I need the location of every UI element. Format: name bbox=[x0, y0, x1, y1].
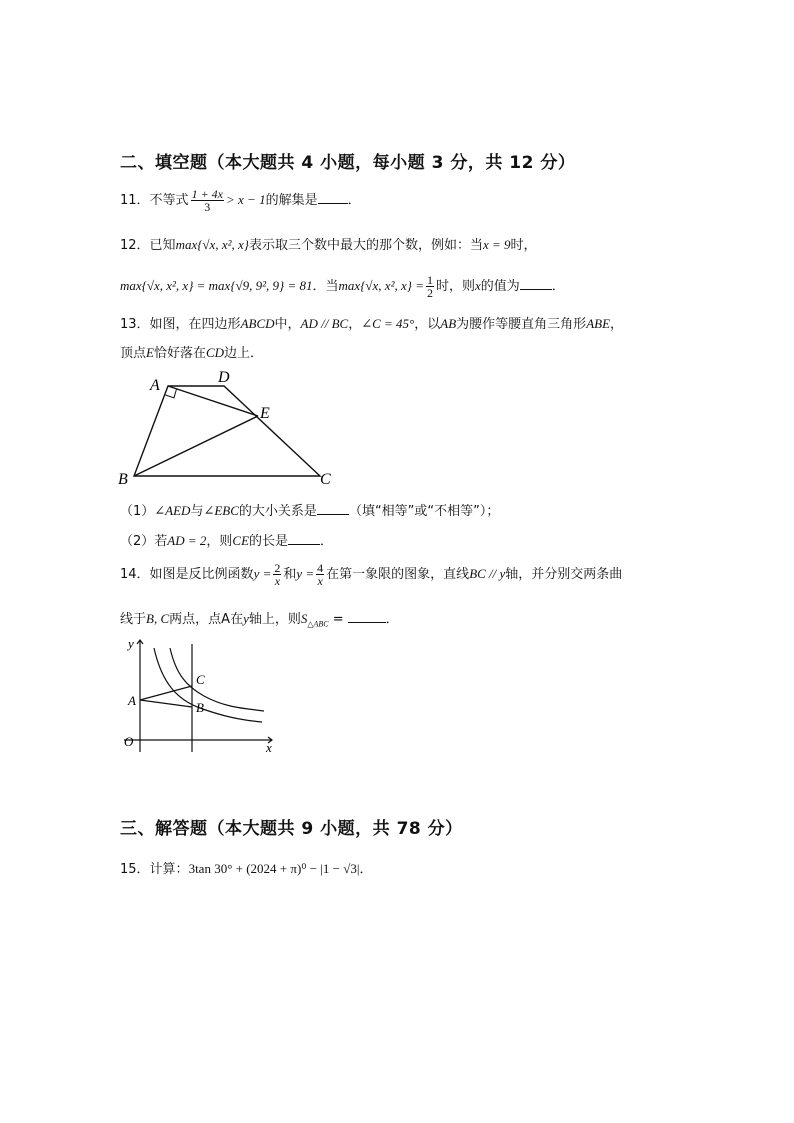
question-number: 12． bbox=[120, 238, 150, 253]
angle-ebc: ∠EBC bbox=[203, 503, 239, 518]
question-text: （填“相等”或“不相等”）； bbox=[348, 504, 500, 519]
question-text: ， bbox=[610, 317, 624, 332]
label-a: A bbox=[128, 693, 136, 708]
label-b: B bbox=[118, 471, 128, 488]
hyperbola-figure bbox=[120, 634, 280, 754]
question-13-sub-1 bbox=[120, 500, 499, 519]
angle-aed: ∠AED bbox=[154, 503, 191, 518]
period: ． bbox=[385, 612, 399, 627]
question-15 bbox=[120, 858, 373, 877]
question-number: 14． bbox=[120, 567, 150, 582]
question-text: ， bbox=[348, 317, 362, 332]
label-a: A bbox=[150, 377, 160, 394]
function-lhs: y = bbox=[296, 566, 315, 581]
question-text: 顶点 bbox=[120, 346, 147, 361]
point-names: B, C bbox=[146, 611, 170, 626]
label-y: y bbox=[128, 636, 134, 651]
question-text: 线于 bbox=[120, 612, 147, 627]
fraction-numerator: 4 bbox=[317, 561, 324, 575]
question-text: 边上． bbox=[224, 346, 264, 361]
period: ． bbox=[347, 193, 361, 208]
parallel-condition: AD // BC bbox=[300, 316, 349, 331]
question-text: 在 bbox=[230, 612, 244, 627]
label-e: E bbox=[260, 405, 270, 422]
area-symbol: S bbox=[300, 611, 308, 626]
question-13-line-2 bbox=[120, 342, 263, 361]
label-o: O bbox=[124, 734, 134, 749]
segment-name: CE bbox=[232, 533, 250, 548]
variable: x bbox=[474, 278, 481, 293]
answer-blank[interactable] bbox=[317, 502, 349, 515]
question-number: 13． bbox=[120, 317, 150, 332]
question-text: 的值为 bbox=[480, 279, 520, 294]
inequality-rhs: > x − 1 bbox=[226, 192, 266, 207]
question-text: 轴，并分别交两条曲 bbox=[505, 567, 623, 582]
question-text: 和 bbox=[283, 567, 297, 582]
label-x: x bbox=[266, 740, 272, 754]
question-text: 已知 bbox=[149, 238, 176, 253]
fraction bbox=[426, 274, 434, 299]
curve-y-2-over-x bbox=[154, 648, 262, 722]
section-2-heading: 二、填空题（本大题共 4 小题，每小题 3 分，共 12 分） bbox=[120, 153, 576, 173]
period: ． bbox=[359, 862, 373, 877]
question-text: ，则 bbox=[206, 534, 233, 549]
question-text: 轴上，则 bbox=[248, 612, 301, 627]
sub-number: （1） bbox=[120, 504, 155, 519]
function-lhs: y = bbox=[253, 566, 272, 581]
fraction bbox=[191, 188, 224, 213]
fraction-numerator: 2 bbox=[274, 561, 281, 575]
area-subscript: △ABC bbox=[307, 619, 329, 629]
segment-ab bbox=[140, 700, 192, 707]
question-12-line-1 bbox=[120, 234, 537, 253]
question-14-line-1 bbox=[120, 562, 622, 587]
segment-ac bbox=[140, 686, 192, 700]
question-13-line-1 bbox=[120, 313, 623, 332]
right-angle-mark bbox=[166, 389, 177, 398]
label-c: C bbox=[196, 672, 205, 687]
question-text: 如图，在四边形 bbox=[149, 317, 241, 332]
segment-name: CD bbox=[205, 345, 225, 360]
question-text: 的解集是 bbox=[265, 193, 318, 208]
axis-name: y bbox=[243, 611, 249, 626]
question-text: ．当 bbox=[312, 279, 339, 294]
answer-blank[interactable] bbox=[318, 191, 348, 204]
max-expression: max{√x, x², x} = bbox=[338, 278, 424, 293]
period: ． bbox=[320, 534, 334, 549]
question-12-line-2 bbox=[120, 274, 565, 299]
answer-blank[interactable] bbox=[288, 532, 320, 545]
question-text: 表示取三个数中最大的那个数，例如：当 bbox=[248, 238, 483, 253]
question-14-line-2 bbox=[120, 608, 399, 629]
question-number: 11． bbox=[120, 193, 150, 208]
parallel-condition: BC // y bbox=[469, 566, 506, 581]
question-text: 为腰作等腰直角三角形 bbox=[456, 317, 587, 332]
question-11 bbox=[120, 188, 361, 213]
segment-ae bbox=[168, 386, 258, 416]
max-expression: max{√x, x², x} bbox=[175, 237, 249, 252]
question-text: 在第一象限的图象，直线 bbox=[326, 567, 470, 582]
label-b: B bbox=[196, 700, 204, 715]
quadrilateral-name: ABCD bbox=[240, 316, 275, 331]
point-name: A bbox=[221, 612, 231, 627]
question-text: 时， bbox=[510, 238, 537, 253]
question-text: 两点，点 bbox=[169, 612, 222, 627]
side-name: AB bbox=[440, 316, 457, 331]
triangle-name: ABE bbox=[586, 316, 611, 331]
question-text: 如图是反比例函数 bbox=[149, 567, 254, 582]
condition-expression: AD = 2 bbox=[167, 533, 207, 548]
label-d: D bbox=[218, 369, 230, 386]
question-13-sub-2 bbox=[120, 530, 333, 549]
question-text: 计算： bbox=[149, 862, 189, 877]
fraction-denominator: x bbox=[274, 574, 281, 588]
question-text: 时，则 bbox=[435, 279, 475, 294]
sub-number: （2）若 bbox=[120, 534, 168, 549]
answer-blank[interactable] bbox=[348, 610, 386, 623]
period: ． bbox=[551, 279, 565, 294]
question-number: 15． bbox=[120, 862, 150, 877]
question-text: ，以 bbox=[414, 317, 441, 332]
calculation-expression: 3tan 30° + (2024 + π)⁰ − |1 − √3| bbox=[188, 861, 360, 876]
question-text: 恰好落在 bbox=[153, 346, 206, 361]
equals-sign: = bbox=[328, 612, 344, 627]
section-3-heading: 三、解答题（本大题共 9 小题，共 78 分） bbox=[120, 819, 463, 839]
fraction-numerator: 1 + 4x bbox=[191, 187, 223, 201]
fraction-denominator: 2 bbox=[426, 286, 433, 300]
label-c: C bbox=[320, 471, 331, 488]
fraction bbox=[273, 562, 281, 587]
fraction-denominator: x bbox=[317, 574, 323, 588]
angle-condition: ∠C = 45° bbox=[361, 316, 415, 331]
answer-blank[interactable] bbox=[520, 277, 552, 290]
question-text: 与 bbox=[190, 504, 204, 519]
point-name: E bbox=[146, 345, 154, 360]
quadrilateral-figure bbox=[112, 366, 342, 490]
question-text: 的长是 bbox=[249, 534, 289, 549]
condition-expression: x = 9 bbox=[482, 237, 511, 252]
curve-y-4-over-x bbox=[170, 648, 264, 711]
fraction-denominator: 3 bbox=[204, 200, 211, 214]
question-text: 中， bbox=[274, 317, 301, 332]
fraction-numerator: 1 bbox=[426, 273, 433, 287]
question-text: 的大小关系是 bbox=[238, 504, 317, 519]
example-expression: max{√x, x², x} = max{√9, 9², 9} = 81 bbox=[120, 278, 313, 293]
question-text: 不等式 bbox=[149, 193, 189, 208]
fraction bbox=[316, 562, 324, 587]
